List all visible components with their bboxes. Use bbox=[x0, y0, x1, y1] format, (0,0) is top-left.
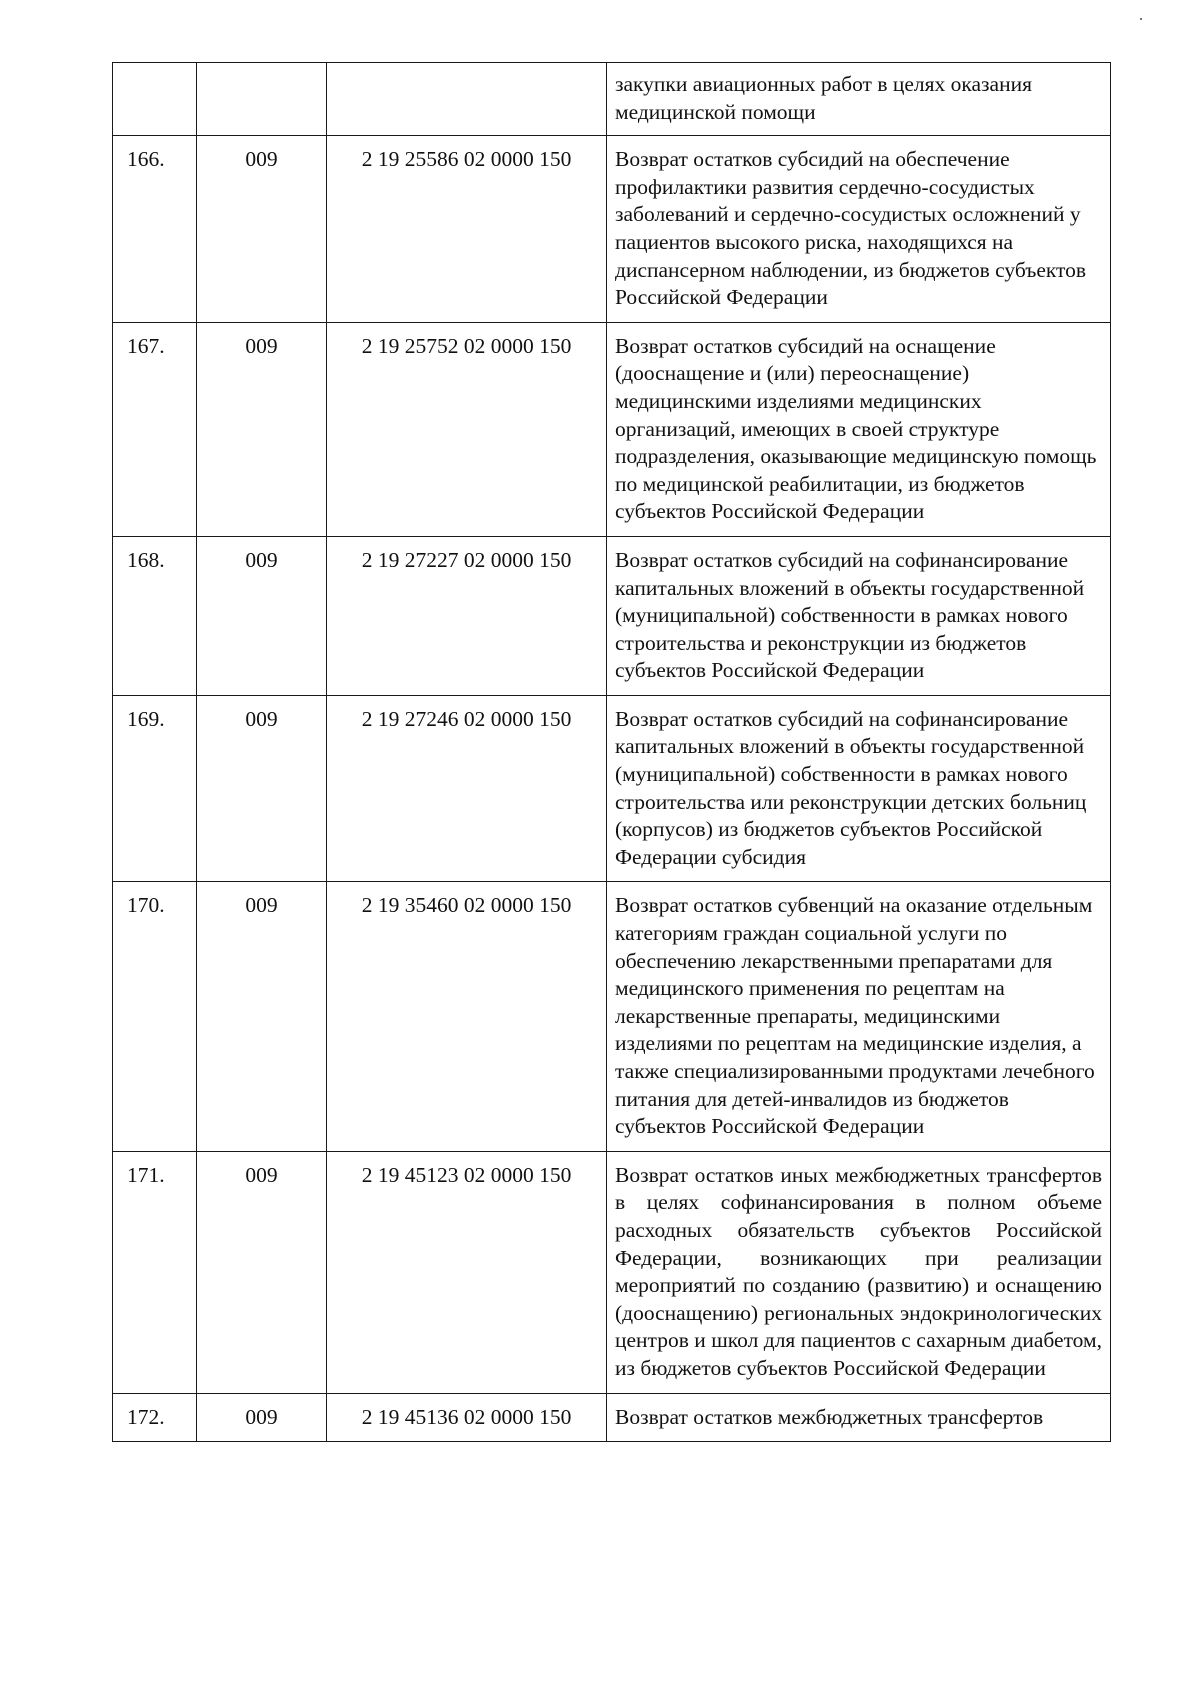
table-row bbox=[113, 536, 1111, 695]
table-row bbox=[113, 322, 1111, 536]
budget-codes-table bbox=[112, 62, 1111, 1442]
row-number: 172. bbox=[113, 1393, 197, 1442]
description: Возврат остатков субсидий на обеспечение профилактики развития сердечно-сосудистых заболеваний и сердечно-сосудистых осложнений у пациентов высокого риска, находящихся на диспансерном наблюдении, из бюджетов субъектов Российской Федерации bbox=[607, 136, 1111, 323]
admin-code: 009 bbox=[197, 536, 327, 695]
table-row bbox=[113, 1151, 1111, 1393]
table-row bbox=[113, 1393, 1111, 1442]
description: Возврат остатков субсидий на софинансирование капитальных вложений в объекты государственной (муниципальной) собственности в рамках нового строительства и реконструкции из бюджетов субъектов Российской Федерации bbox=[607, 536, 1111, 695]
description: Возврат остатков иных межбюджетных трансфертов в целях софинансирования в полном объеме расходных обязательств субъектов Российской Федерации, возникающих при реализации мероприятий по созданию (развитию) и оснащению (дооснащению) региональных эндокринологических центров и школ для пациентов с сахарным диабетом, из бюджетов субъектов Российской Федерации bbox=[607, 1151, 1111, 1393]
row-number: 167. bbox=[113, 322, 197, 536]
row-number: 168. bbox=[113, 536, 197, 695]
description: Возврат остатков субсидий на софинансирование капитальных вложений в объекты государственной (муниципальной) собственности в рамках нового строительства или реконструкции детских больниц (корпусов) из бюджетов субъектов Российской Федерации субсидия bbox=[607, 695, 1111, 882]
table-row bbox=[113, 695, 1111, 882]
table-row bbox=[113, 882, 1111, 1151]
income-code: 2 19 25586 02 0000 150 bbox=[327, 136, 607, 323]
description: Возврат остатков субсидий на оснащение (дооснащение и (или) переоснащение) медицинскими изделиями медицинских организаций, имеющих в своей структуре подразделения, оказывающие медицинскую помощь по медицинской реабилитации, из бюджетов субъектов Российской Федерации bbox=[607, 322, 1111, 536]
income-code: 2 19 35460 02 0000 150 bbox=[327, 882, 607, 1151]
row-number: 171. bbox=[113, 1151, 197, 1393]
row-number: 170. bbox=[113, 882, 197, 1151]
income-code: 2 19 45123 02 0000 150 bbox=[327, 1151, 607, 1393]
scan-speck bbox=[1140, 18, 1142, 20]
income-code: 2 19 27246 02 0000 150 bbox=[327, 695, 607, 882]
admin-code: 009 bbox=[197, 1151, 327, 1393]
income-code: 2 19 25752 02 0000 150 bbox=[327, 322, 607, 536]
row-number: 169. bbox=[113, 695, 197, 882]
row-number bbox=[113, 63, 197, 136]
income-code: 2 19 27227 02 0000 150 bbox=[327, 536, 607, 695]
admin-code: 009 bbox=[197, 1393, 327, 1442]
admin-code: 009 bbox=[197, 695, 327, 882]
description: закупки авиационных работ в целях оказания медицинской помощи bbox=[607, 63, 1111, 136]
description: Возврат остатков субвенций на оказание отдельным категориям граждан социальной услуги по обеспечению лекарственными препаратами для медицинского применения по рецептам на лекарственные препараты, медицинскими изделиями по рецептам на медицинские изделия, а также специализированными продуктами лечебного питания для детей-инвалидов из бюджетов субъектов Российской Федерации bbox=[607, 882, 1111, 1151]
table-row bbox=[113, 136, 1111, 323]
admin-code: 009 bbox=[197, 322, 327, 536]
row-number: 166. bbox=[113, 136, 197, 323]
admin-code: 009 bbox=[197, 882, 327, 1151]
admin-code bbox=[197, 63, 327, 136]
admin-code: 009 bbox=[197, 136, 327, 323]
description: Возврат остатков межбюджетных трансфертов bbox=[607, 1393, 1111, 1442]
table-row-continuation bbox=[113, 63, 1111, 136]
income-code bbox=[327, 63, 607, 136]
income-code: 2 19 45136 02 0000 150 bbox=[327, 1393, 607, 1442]
